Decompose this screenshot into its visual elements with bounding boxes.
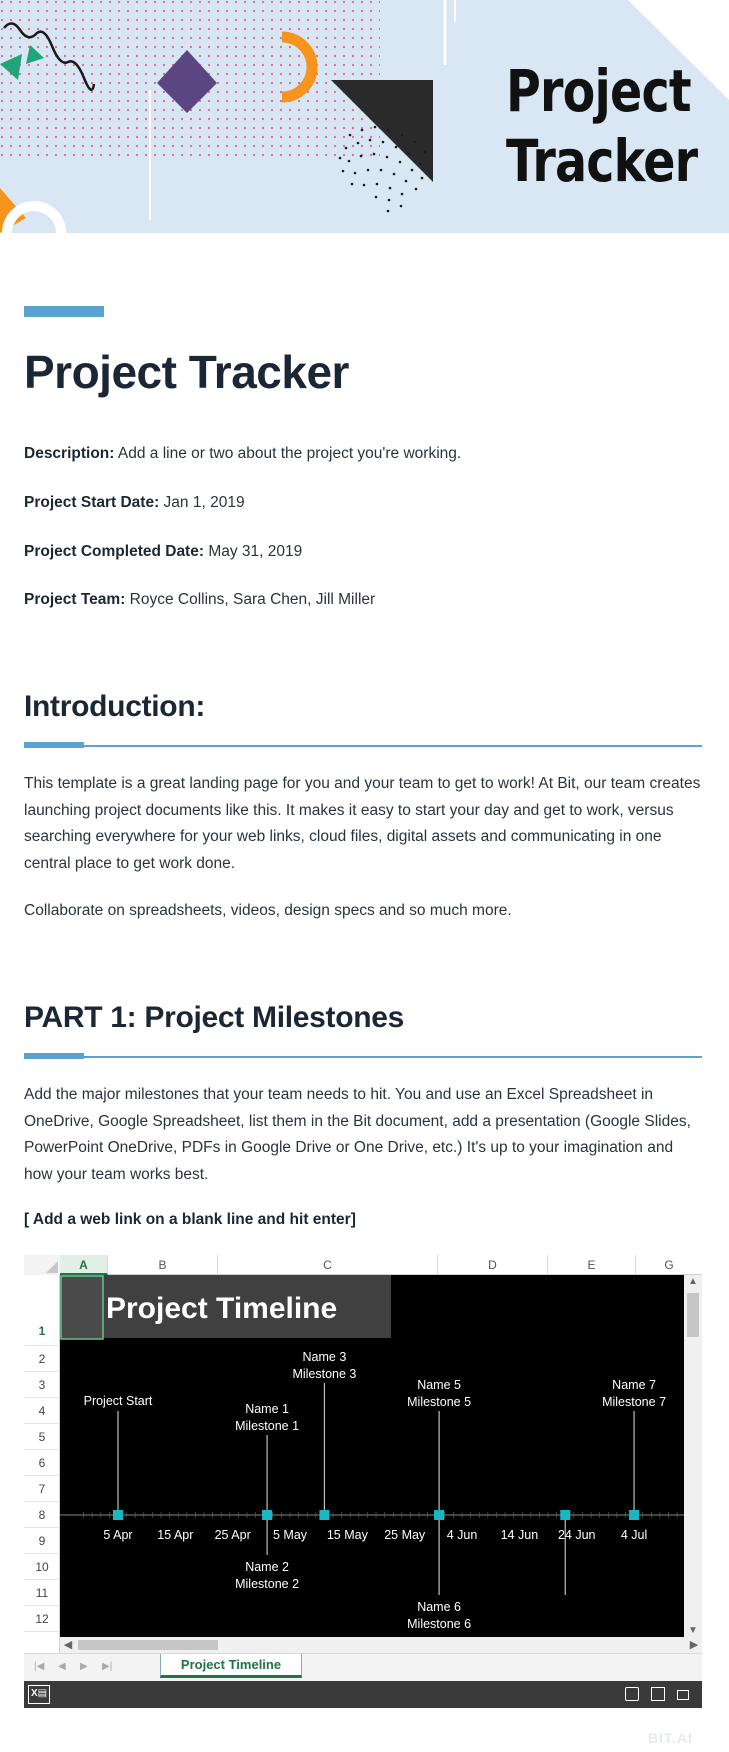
row-header-bar [24,1275,60,1660]
milestone-name-label: Name 7 [612,1378,656,1392]
milestone-name-label: Name 5 [417,1378,461,1392]
milestone-name-label: Project Start [83,1394,153,1408]
banner-title [506,56,698,196]
column-header-b[interactable]: B [108,1255,218,1275]
horizontal-scrollbar[interactable] [60,1637,702,1653]
meta-value: Royce Collins, Sara Chen, Jill Miller [129,591,376,608]
intro-paragraph-2: Collaborate on spreadsheets, videos, design specs and so much more. [24,902,512,919]
milestone-name-label: Name 6 [417,1600,461,1614]
axis-tick-label: 14 Jun [500,1528,539,1542]
meta-label: Project Completed Date: [24,543,205,560]
save-icon[interactable] [625,1687,639,1701]
chart-title: Project Timeline [106,1292,338,1325]
axis-tick-label: 5 May [272,1528,308,1542]
meta-completed-date [24,543,302,561]
milestone-title-label: Milestone 3 [292,1367,357,1381]
header-banner [0,0,729,233]
horizontal-scroll-thumb[interactable] [78,1640,218,1650]
scroll-right-icon[interactable]: ▶ [689,1639,699,1651]
axis-tick-label: 5 Apr [103,1528,133,1542]
meta-value: May 31, 2019 [208,543,303,560]
timeline-chart-svg [60,1275,684,1637]
milestone-title-label: Milestone 5 [407,1395,472,1409]
meta-start-date [24,494,245,512]
meta-label: Project Start Date: [24,494,160,511]
axis-tick-label: 25 Apr [214,1528,251,1542]
status-bar [24,1681,702,1708]
column-header-c[interactable]: C [218,1255,438,1275]
prev-sheet-icon[interactable]: ◀ [58,1661,66,1672]
milestone-name-label: Name 1 [245,1402,289,1416]
row-header[interactable]: 5 [24,1424,60,1450]
last-sheet-icon[interactable]: ▶| [102,1661,113,1672]
part1-paragraph: Add the major milestones that your team needs to hit. You and use an Excel Spreadsheet in OneDrive, Google Spreadsheet, list them in the Bit document, add a presentation (Google Slides, PowerPoint OneDrive, PDFs in Google Drive or One Drive, etc.) It's up to your imagination and how your team works best. [24,1086,691,1183]
row-header[interactable]: 8 [24,1502,60,1528]
vertical-scrollbar[interactable] [684,1275,702,1637]
axis-tick-label: 15 Apr [157,1528,194,1542]
bit-ai-watermark: BIT.AI [648,1730,693,1746]
row-header[interactable]: 6 [24,1450,60,1476]
page-title: Project Tracker [24,346,349,398]
select-all-corner[interactable] [24,1255,60,1275]
selected-cell [61,1276,103,1339]
row-header[interactable]: 10 [24,1554,60,1580]
timeline-chart[interactable] [60,1275,684,1637]
section-divider [24,1056,702,1058]
part1-heading: PART 1: Project Milestones [24,1001,405,1034]
scroll-up-icon[interactable]: ▲ [688,1276,698,1287]
column-header-d[interactable]: D [438,1255,548,1275]
axis-tick-label: 15 May [326,1528,368,1542]
introduction-heading: Introduction: [24,690,206,723]
axis-tick-label: 25 May [384,1528,426,1542]
meta-label: Project Team: [24,591,126,608]
meta-value: Add a line or two about the project you're working. [117,445,462,462]
section-divider [24,745,702,747]
milestone-marker [113,1510,123,1520]
scroll-left-icon[interactable]: ◀ [63,1639,73,1651]
scroll-down-icon[interactable]: ▼ [688,1625,698,1636]
meta-value: Jan 1, 2019 [163,494,245,511]
meta-label: Description: [24,445,115,462]
row-header[interactable]: 7 [24,1476,60,1502]
milestone-marker [262,1510,272,1520]
next-sheet-icon[interactable]: ▶ [80,1661,88,1672]
link-hint[interactable]: [ Add a web link on a blank line and hit enter] [24,1211,356,1228]
milestone-marker [434,1510,444,1520]
milestone-name-label: Name 3 [302,1350,347,1364]
row-header[interactable]: 3 [24,1372,60,1398]
column-header-e[interactable]: E [548,1255,636,1275]
column-header-g[interactable]: G [664,1258,674,1272]
row-header[interactable]: 1 [24,1275,60,1346]
milestone-title-label: Milestone 7 [602,1395,667,1409]
fullscreen-icon[interactable] [677,1690,689,1700]
milestone-name-label: Name 2 [245,1560,289,1574]
sheet-tab-project-timeline[interactable]: Project Timeline [160,1654,302,1678]
axis-tick-label: 4 Jun [446,1528,478,1542]
row-header[interactable]: 12 [24,1606,60,1632]
intro-paragraph-1: This template is a great landing page for you and your team to get to work! At Bit, our team creates launching project documents like this. It makes it easy to start your day and get to work, versus searching everywhere for your web links, cloud files, digital assets and communicating in one central place to get work done. [24,775,701,872]
milestone-title-label: Milestone 6 [407,1617,472,1631]
embedded-spreadsheet[interactable] [24,1255,702,1710]
milestone-title-label: Milestone 2 [235,1577,300,1591]
milestone-marker [629,1510,639,1520]
milestone-marker [560,1510,570,1520]
row-header[interactable]: 2 [24,1346,60,1372]
meta-team [24,591,375,609]
sheet-tabs-bar [24,1653,702,1681]
first-sheet-icon[interactable]: |◀ [34,1661,45,1672]
page-layout-icon[interactable] [651,1687,665,1701]
meta-description [24,445,461,463]
banner-title-line1: Project [506,57,691,125]
excel-icon[interactable]: X▤ [28,1685,50,1704]
column-header-a[interactable]: A [60,1255,108,1275]
banner-title-line2: Tracker [506,127,698,195]
axis-tick-label: 24 Jun [557,1528,596,1542]
milestone-marker [319,1510,329,1520]
vertical-scroll-thumb[interactable] [687,1293,699,1337]
axis-tick-label: 4 Jul [620,1528,648,1542]
row-header[interactable]: 9 [24,1528,60,1554]
column-header-bar [24,1255,702,1275]
title-accent-bar [24,306,104,317]
row-header[interactable]: 4 [24,1398,60,1424]
milestone-title-label: Milestone 1 [235,1419,300,1433]
row-header[interactable]: 11 [24,1580,60,1606]
